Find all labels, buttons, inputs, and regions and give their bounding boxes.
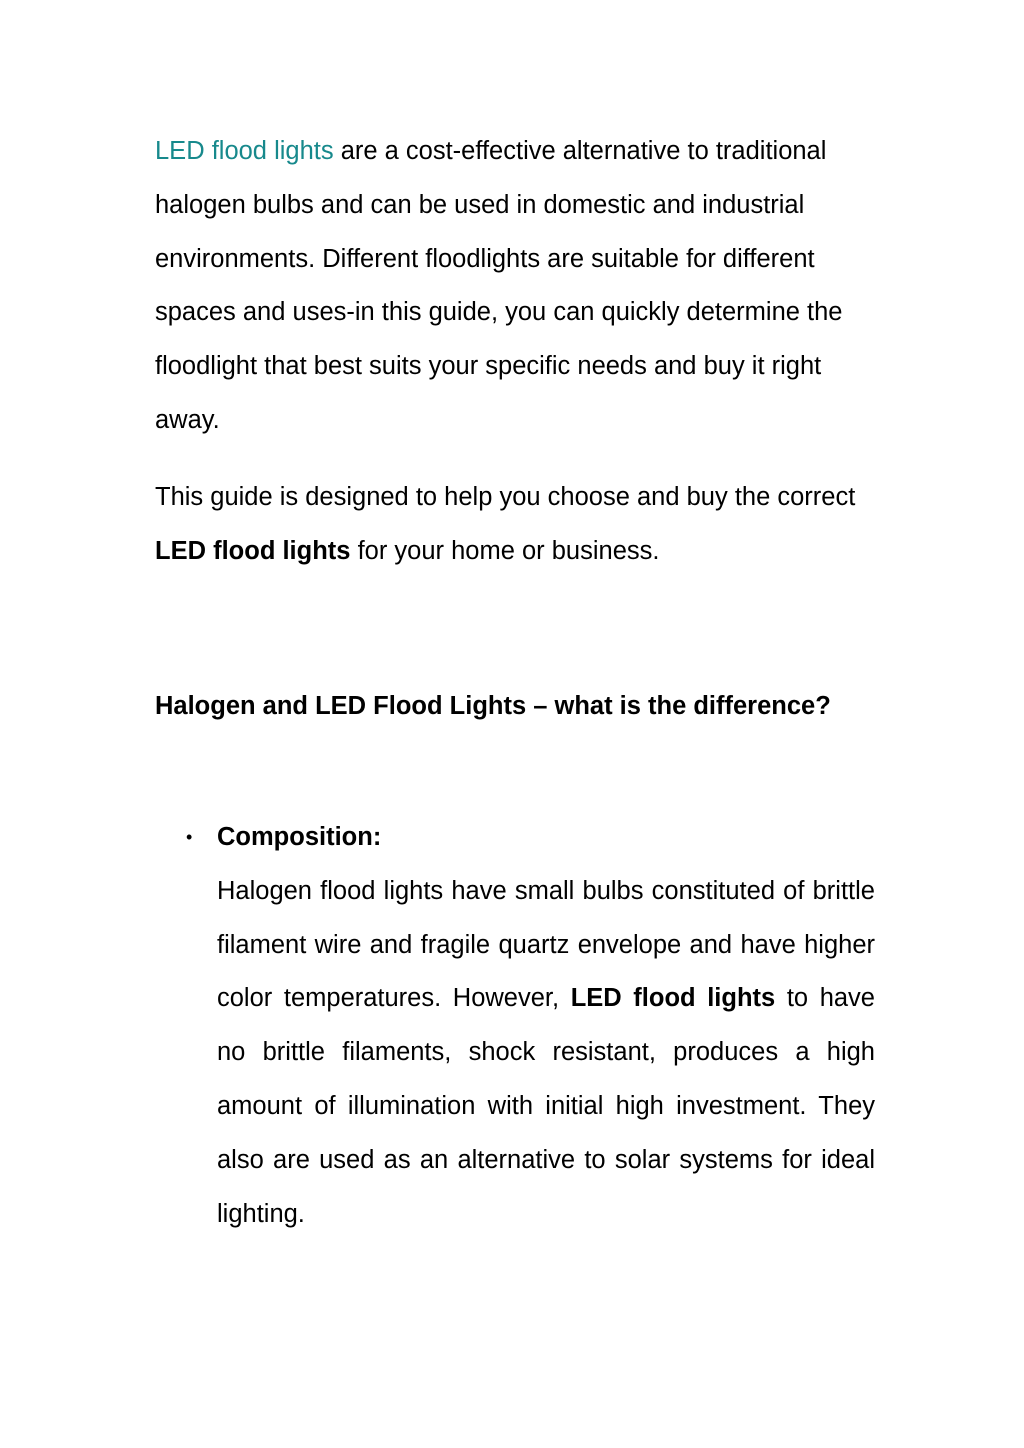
intro-paragraph	[155, 125, 875, 448]
comparison-list	[155, 811, 875, 1241]
list-item	[155, 811, 875, 1241]
list-item-bold-term: LED flood lights	[570, 984, 776, 1013]
list-item-text-after: to have no brittle filaments, shock resistant, produces a high amount of illumination with initial high investment. They also are used as an alternative to solar systems for ideal lighting.	[217, 984, 875, 1228]
section-heading: Halogen and LED Flood Lights – what is the difference?	[155, 692, 831, 720]
list-item-title: Composition:	[217, 823, 382, 851]
list-item-text-before: Halogen flood lights have small bulbs constituted of brittle filament wire and fragile quartz envelope and have higher color temperatures. However,	[217, 876, 875, 1013]
guide-bold-term: LED flood lights	[155, 536, 351, 565]
bullet-icon: •	[186, 827, 193, 847]
guide-paragraph	[155, 471, 875, 579]
intro-text: are a cost-effective alternative to traditional halogen bulbs and can be used in domestic and industrial environments. Different floodlights are suitable for different spaces and uses-in this guide, you can quickly determine the floodlight that best suits your specific needs and buy it right away.	[155, 137, 843, 434]
guide-text-before: This guide is designed to help you choose and buy the correct	[155, 483, 856, 511]
list-item-body	[217, 865, 875, 1242]
led-flood-lights-link[interactable]: LED flood lights	[155, 137, 334, 165]
guide-text-after: for your home or business.	[350, 536, 660, 565]
